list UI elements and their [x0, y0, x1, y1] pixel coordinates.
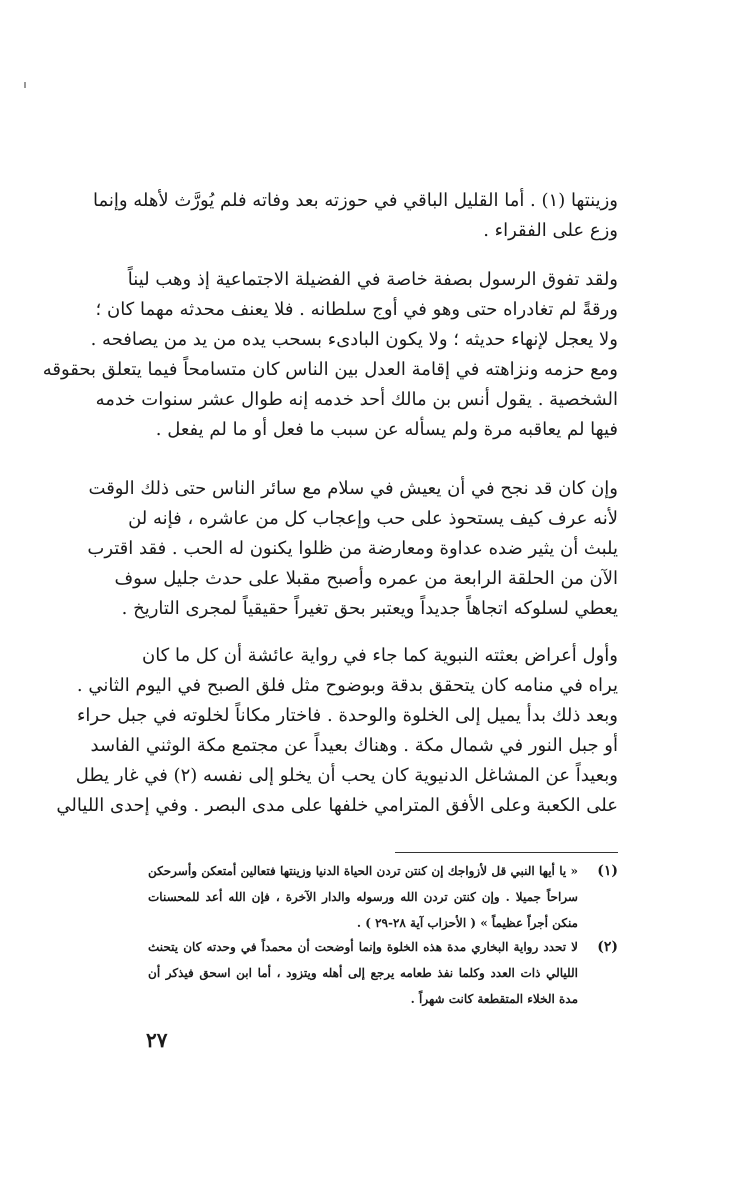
text-line: على الكعبة وعلى الأفق المترامي خلفها على مدى البصر . وفي إحدى الليالي [56, 795, 618, 816]
text-line: يراه في منامه كان يتحقق بدقة وبوضوح مثل فلق الصبح في اليوم الثاني . [76, 675, 618, 696]
footnote-line: سراحاً جميلا . وإن كنتن تردن الله ورسوله والدار الآخرة ، فإن الله أعد للمحسنات [148, 890, 578, 904]
footnote-body [148, 934, 578, 1012]
footnote-number: (٢) [597, 939, 618, 955]
footnote-line: « يا أيها النبي قل لأزواجك إن كنتن تردن الحياة الدنيا وزينتها فتعالين أمتعكن وأسرحكن [148, 864, 578, 878]
text-line: أو جبل النور في شمال مكة . وهناك بعيداً عن مجتمع مكة الوثني الفاسد [90, 735, 618, 756]
paragraph-1 [92, 186, 618, 246]
footnote-2 [148, 934, 618, 1012]
text-line: يعطي لسلوكه اتجاهاً جديداً ويعتبر بحق تغيراً حقيقياً لمجرى التاريخ . [121, 598, 618, 619]
text-line: وزينتها (١) . أما القليل الباقي في حوزته بعد وفاته فلم يُورَّث لأهله وإنما [92, 190, 618, 211]
text-line: ولا يعجل لإنهاء حديثه ؛ ولا يكون البادىء بسحب يده من يد من يصافحه . [90, 329, 618, 350]
text-line: ورقةً لم تغادراه حتى وهو في أوج سلطانه . فلا يعنف محدثه مهما كان ؛ [95, 299, 618, 320]
paragraph-2 [42, 265, 618, 445]
text-line: وبعيداً عن المشاغل الدنيوية كان يحب أن يخلو إلى نفسه (٢) في غار يطل [75, 765, 618, 786]
margin-speck [24, 82, 26, 88]
footnote-line: مدة الخلاء المتقطعة كانت شهراً . [410, 992, 578, 1006]
footnote-line: الليالي ذات العدد وكلما نفذ طعامه يرجع إلى أهله ويتزود ، أما ابن اسحق فيذكر أن [148, 966, 578, 980]
text-line: الآن من الحلقة الرابعة من عمره وأصبح مقبلا على حدث جليل سوف [114, 568, 618, 589]
text-line: ومع حزمه ونزاهته في إقامة العدل بين الناس كان متسامحاً فيما يتعلق بحقوقه [42, 359, 618, 380]
footnote-line: لا تحدد رواية البخاري مدة هذه الخلوة وإنما أوضحت أن محمداً في وحدته كان يتحنث [148, 940, 578, 954]
text-line: وإن كان قد نجح في أن يعيش في سلام مع سائر الناس حتى ذلك الوقت [88, 478, 618, 499]
footnote-body [148, 858, 578, 936]
page-number: ٢٧ [146, 1028, 168, 1052]
footnote-line: منكن أجراً عظيماً » ( الأحزاب آية ٢٨-٢٩ ) . [356, 916, 578, 930]
footnote-number: (١) [597, 863, 618, 879]
text-line: فيها لم يعاقبه مرة ولم يسأله عن سبب ما فعل أو ما لم يفعل . [155, 419, 618, 440]
text-line: وزع على الفقراء . [483, 220, 618, 241]
footnote-separator [395, 852, 618, 853]
paragraph-3 [87, 474, 618, 624]
footnote-1 [148, 858, 618, 936]
text-line: لأنه عرف كيف يستحوذ على حب وإعجاب كل من عاشره ، فإنه لن [128, 508, 618, 529]
text-line: يلبث أن يثير ضده عداوة ومعارضة من ظلوا يكنون له الحب . فقد اقترب [87, 538, 618, 559]
text-line: الشخصية . يقول أنس بن مالك أحد خدمه إنه طوال عشر سنوات خدمه [95, 389, 618, 410]
paragraph-4 [56, 641, 618, 821]
text-line: وبعد ذلك بدأ يميل إلى الخلوة والوحدة . فاختار مكاناً لخلوته في جبل حراء [76, 705, 618, 726]
text-line: ولقد تفوق الرسول بصفة خاصة في الفضيلة الاجتماعية إذ وهب ليناً [127, 269, 618, 290]
text-line: وأول أعراض بعثته النبوية كما جاء في رواية عائشة أن كل ما كان [141, 645, 618, 666]
